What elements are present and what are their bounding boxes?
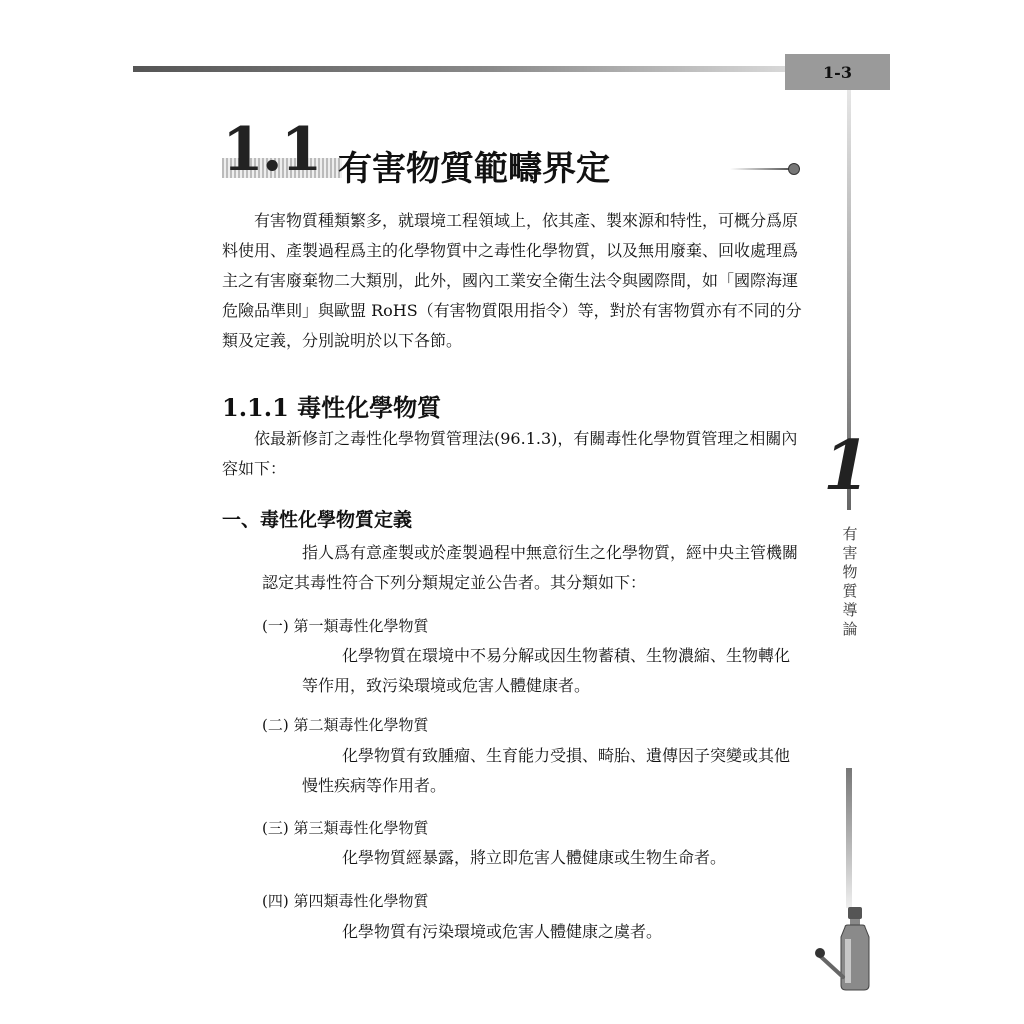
category-2-heading: (二) 第二類毒性化學物質: [262, 716, 429, 734]
category-1-heading: (一) 第一類毒性化學物質: [262, 617, 429, 635]
intro-paragraph: 有害物質種類繁多，就環境工程領域上，依其產、製來源和特性，可概分爲原料使用、產製過程爲主的化學物質中之毒性化學物質，以及無用廢棄、回收處理爲主之有害廢棄物二大類別，此外，國內工業安全衛生法令與國際間，如「國際海運危險品準則」與歐盟 RoHS（有害物質限用指令）等，對於有害物質亦有不同的分類及定義，分別說明於以下各節。: [222, 211, 802, 350]
section-number: 1.1: [222, 115, 321, 185]
part-heading: 一、毒性化學物質定義: [222, 509, 413, 531]
chapter-side-title: 有 害 物 質 導 論: [842, 525, 858, 638]
category-4-heading: (四) 第四類毒性化學物質: [262, 892, 429, 910]
subsection-paragraph: 依最新修訂之毒性化學物質管理法(96.1.3)，有關毒性化學物質管理之相關內容如下：: [222, 429, 798, 478]
title-dot: [788, 163, 800, 175]
title-rule: [730, 168, 790, 170]
category-2-text: 化學物質有致腫瘤、生育能力受損、畸胎、遺傳因子突變或其他慢性疾病等作用者。: [302, 746, 791, 795]
chapter-number: 1: [823, 426, 871, 506]
category-1-text: 化學物質在環境中不易分解或因生物蓄積、生物濃縮、生物轉化等作用，致污染環境或危害人體健康者。: [302, 646, 791, 695]
category-3-text: 化學物質經暴露，將立即危害人體健康或生物生命者。: [342, 848, 727, 867]
category-4-text: 化學物質有污染環境或危害人體健康之虞者。: [342, 922, 663, 941]
part-paragraph: 指人爲有意產製或於產製過程中無意衍生之化學物質，經中央主管機關認定其毒性符合下列分類規定並公告者。其分類如下：: [262, 543, 799, 592]
page-number: 1-3: [785, 54, 890, 90]
section-title: 有害物質範疇界定: [338, 149, 610, 189]
category-3-heading: (三) 第三類毒性化學物質: [262, 819, 429, 837]
subsection-heading: 1.1.1 毒性化學物質: [222, 393, 442, 422]
side-rule-bottom: [846, 768, 852, 908]
header-rule: [133, 66, 785, 72]
bottle-icon: [815, 905, 885, 1000]
